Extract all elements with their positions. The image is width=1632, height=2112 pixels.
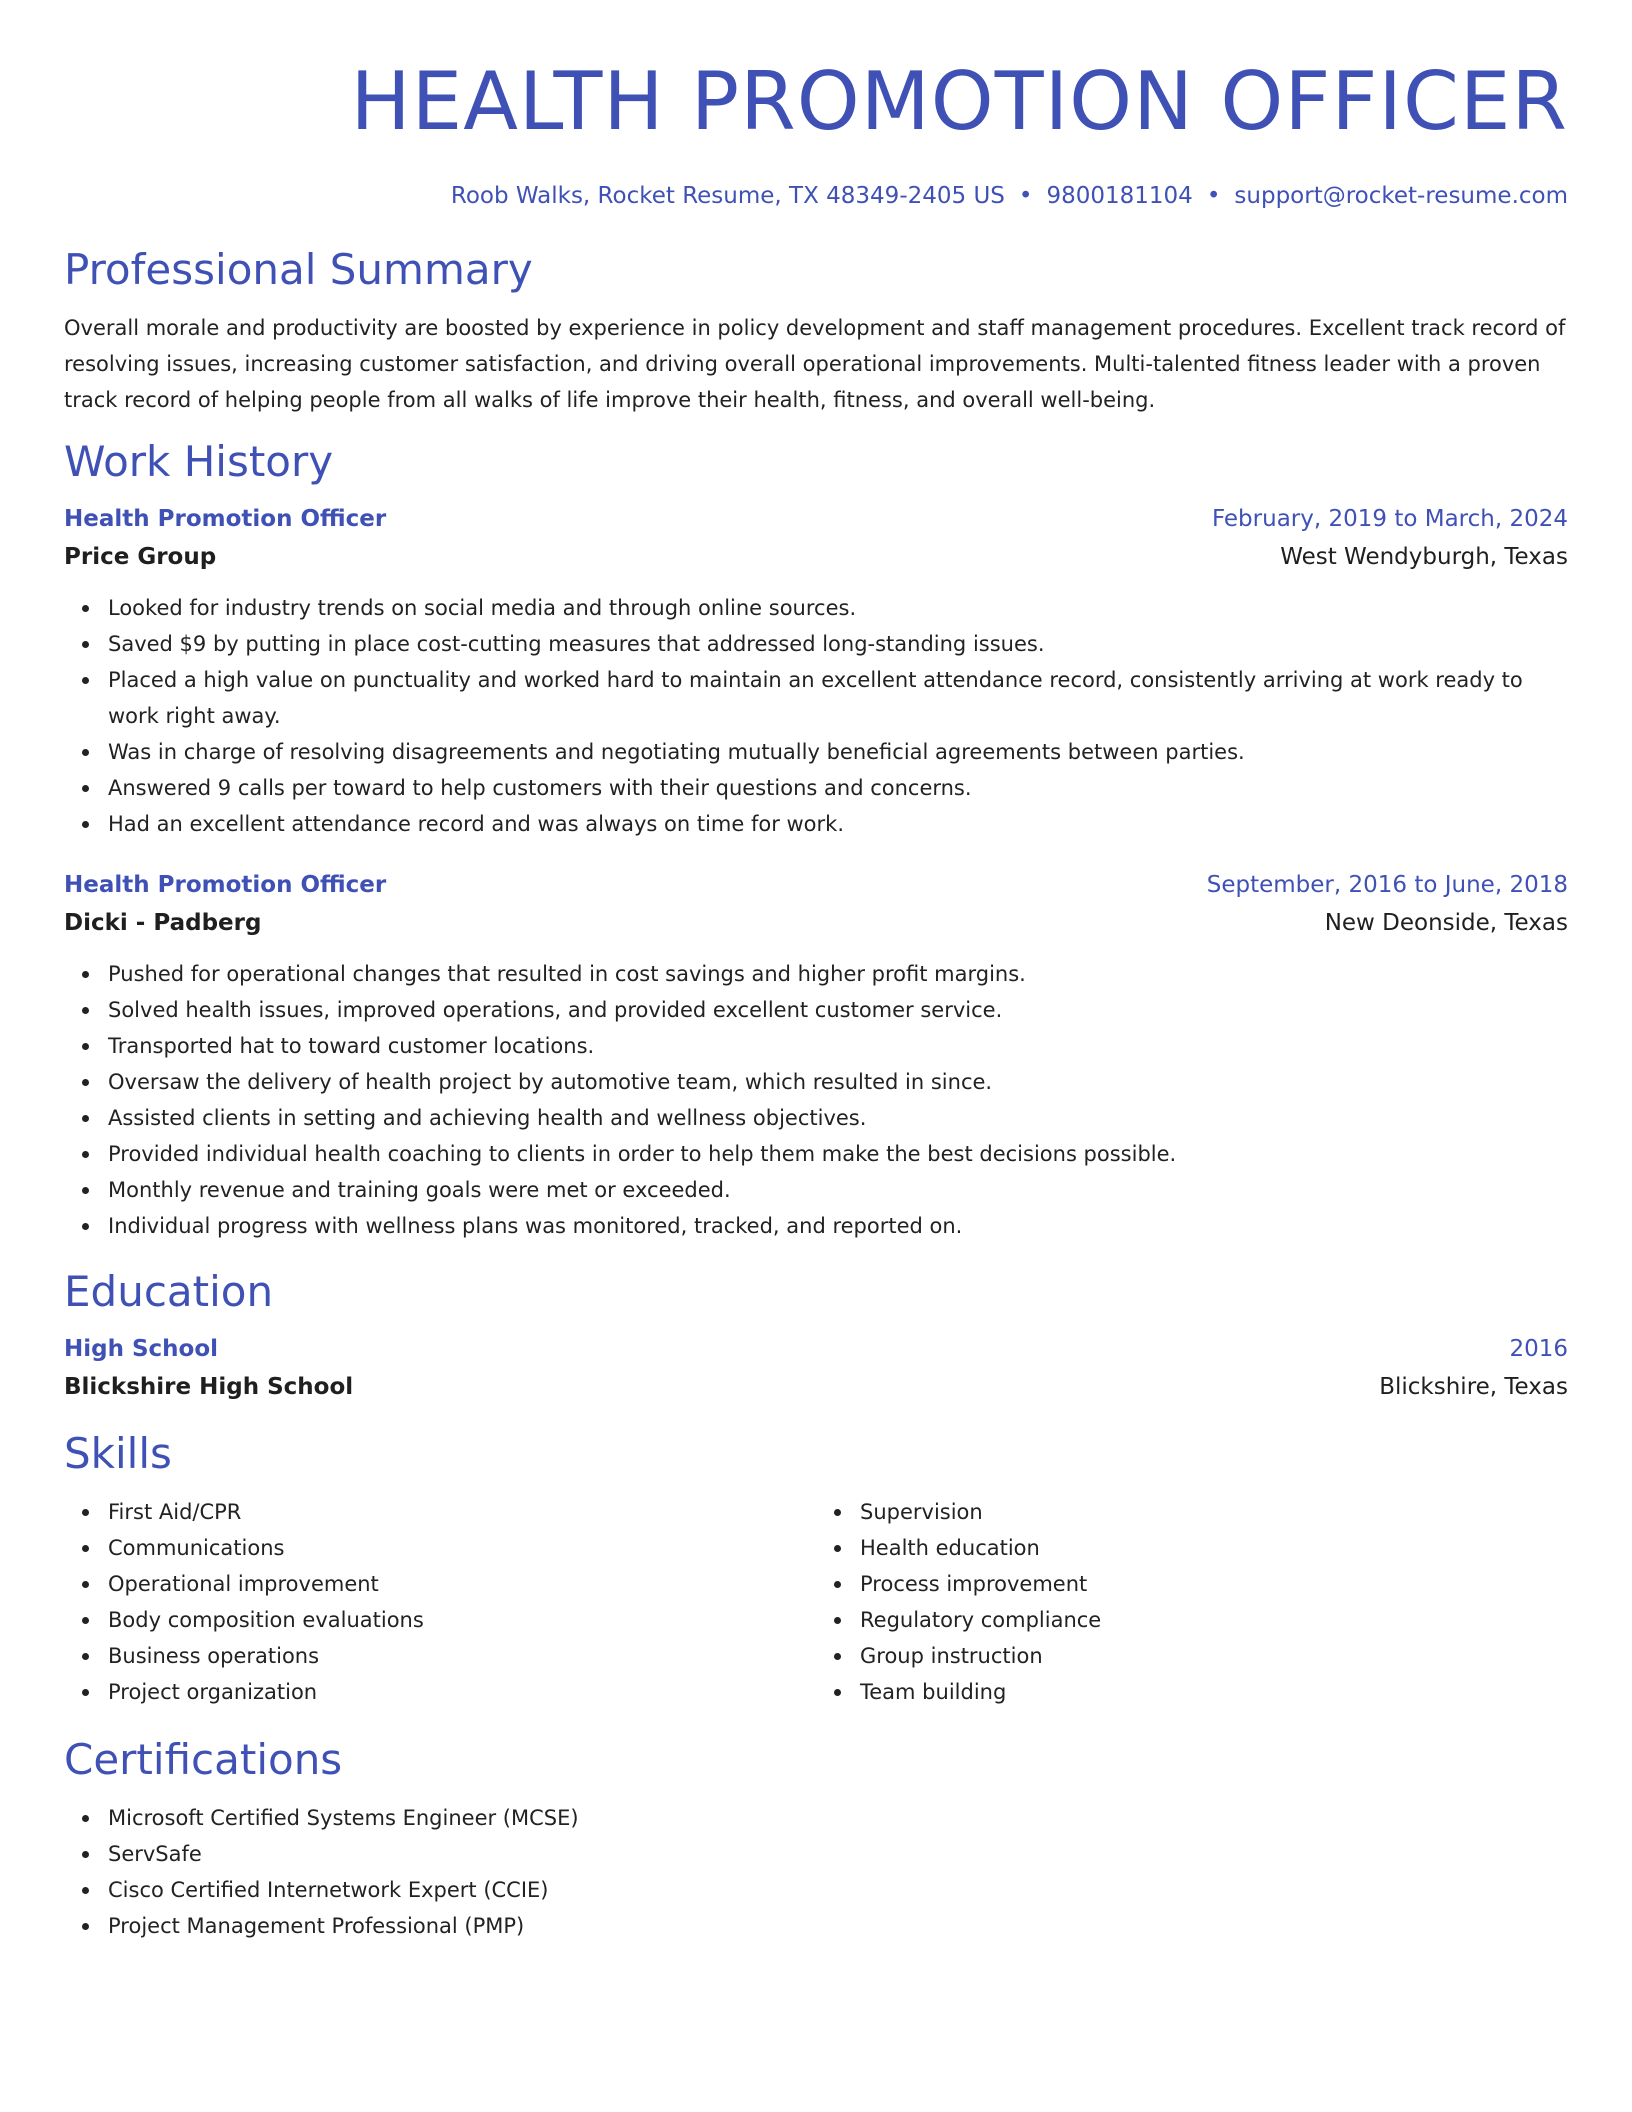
certification-item: Project Management Professional (PMP) xyxy=(108,1908,1568,1944)
job-bullets xyxy=(64,956,1568,1244)
skill-item: Operational improvement xyxy=(108,1566,816,1602)
job-bullet: Had an excellent attendance record and was always on time for work. xyxy=(108,806,1568,842)
education-location: Blickshire, Texas xyxy=(1379,1374,1568,1400)
skill-item: Communications xyxy=(108,1530,816,1566)
job-entry xyxy=(64,866,1568,1244)
skill-item: Team building xyxy=(860,1674,1568,1710)
education-heading: Education xyxy=(64,1267,274,1316)
contact-separator: • xyxy=(1206,183,1221,209)
job-location: New Deonside, Texas xyxy=(1324,910,1568,936)
job-bullet: Was in charge of resolving disagreements and negotiating mutually beneficial agreements between parties. xyxy=(108,734,1568,770)
job-title: Health Promotion Officer xyxy=(64,506,387,532)
education-school: Blickshire High School xyxy=(64,1374,354,1400)
job-bullet: Monthly revenue and training goals were met or exceeded. xyxy=(108,1172,1568,1208)
job-dates: February, 2019 to March, 2024 xyxy=(1211,506,1568,532)
job-bullet: Pushed for operational changes that resulted in cost savings and higher profit margins. xyxy=(108,956,1568,992)
job-bullet: Individual progress with wellness plans was monitored, tracked, and reported on. xyxy=(108,1208,1568,1244)
job-bullet: Answered 9 calls per toward to help customers with their questions and concerns. xyxy=(108,770,1568,806)
contact-phone: 9800181104 xyxy=(1046,183,1193,209)
job-company: Price Group xyxy=(64,544,217,570)
skill-item: Process improvement xyxy=(860,1566,1568,1602)
education-year: 2016 xyxy=(1509,1336,1568,1362)
contact-line xyxy=(64,180,1568,212)
education-entry xyxy=(64,1330,1568,1406)
contact-separator: • xyxy=(1018,183,1033,209)
work-history-heading: Work History xyxy=(64,437,334,486)
job-bullet: Saved $9 by putting in place cost-cutting measures that addressed long-standing issues. xyxy=(108,626,1568,662)
contact-email[interactable]: support@rocket-resume.com xyxy=(1234,183,1568,209)
certification-item: ServSafe xyxy=(108,1836,1568,1872)
job-bullet: Looked for industry trends on social media and through online sources. xyxy=(108,590,1568,626)
skill-item: Regulatory compliance xyxy=(860,1602,1568,1638)
skills-list-right xyxy=(816,1494,1568,1710)
job-dates: September, 2016 to June, 2018 xyxy=(1206,872,1568,898)
skills-grid xyxy=(64,1480,1568,1710)
skill-item: First Aid/CPR xyxy=(108,1494,816,1530)
job-bullet: Provided individual health coaching to clients in order to help them make the best decisions possible. xyxy=(108,1136,1568,1172)
skill-item: Business operations xyxy=(108,1638,816,1674)
job-entry xyxy=(64,500,1568,842)
job-bullet: Assisted clients in setting and achieving health and wellness objectives. xyxy=(108,1100,1568,1136)
resume-title: HEALTH PROMOTION OFFICER xyxy=(350,55,1568,148)
job-bullets xyxy=(64,590,1568,842)
certifications-heading: Certifications xyxy=(64,1735,343,1784)
job-bullet: Solved health issues, improved operations, and provided excellent customer service. xyxy=(108,992,1568,1028)
certifications-list xyxy=(64,1800,1568,1944)
skill-item: Supervision xyxy=(860,1494,1568,1530)
education-degree: High School xyxy=(64,1336,219,1362)
job-bullet: Placed a high value on punctuality and worked hard to maintain an excellent attendance record, consistently arriving at work ready to work right away. xyxy=(108,662,1568,734)
summary-text: Overall morale and productivity are boosted by experience in policy development and staff management procedures. Excellent track record of resolving issues, increasing customer satisfaction, and driving overall operational improvements. Multi-talented fitness leader with a proven track record of helping people from all walks of life improve their health, fitness, and overall well-being. xyxy=(64,316,1566,412)
certification-item: Microsoft Certified Systems Engineer (MCSE) xyxy=(108,1800,1568,1836)
job-title: Health Promotion Officer xyxy=(64,872,387,898)
summary-heading: Professional Summary xyxy=(64,245,533,294)
job-company: Dicki - Padberg xyxy=(64,910,262,936)
skills-list-left xyxy=(64,1494,816,1710)
skill-item: Group instruction xyxy=(860,1638,1568,1674)
job-location: West Wendyburgh, Texas xyxy=(1280,544,1568,570)
job-bullet: Oversaw the delivery of health project by automotive team, which resulted in since. xyxy=(108,1064,1568,1100)
skill-item: Body composition evaluations xyxy=(108,1602,816,1638)
skills-heading: Skills xyxy=(64,1429,172,1478)
job-bullet: Transported hat to toward customer locations. xyxy=(108,1028,1568,1064)
contact-address: Roob Walks, Rocket Resume, TX 48349-2405 US xyxy=(450,183,1005,209)
skill-item: Health education xyxy=(860,1530,1568,1566)
certification-item: Cisco Certified Internetwork Expert (CCIE) xyxy=(108,1872,1568,1908)
skill-item: Project organization xyxy=(108,1674,816,1710)
